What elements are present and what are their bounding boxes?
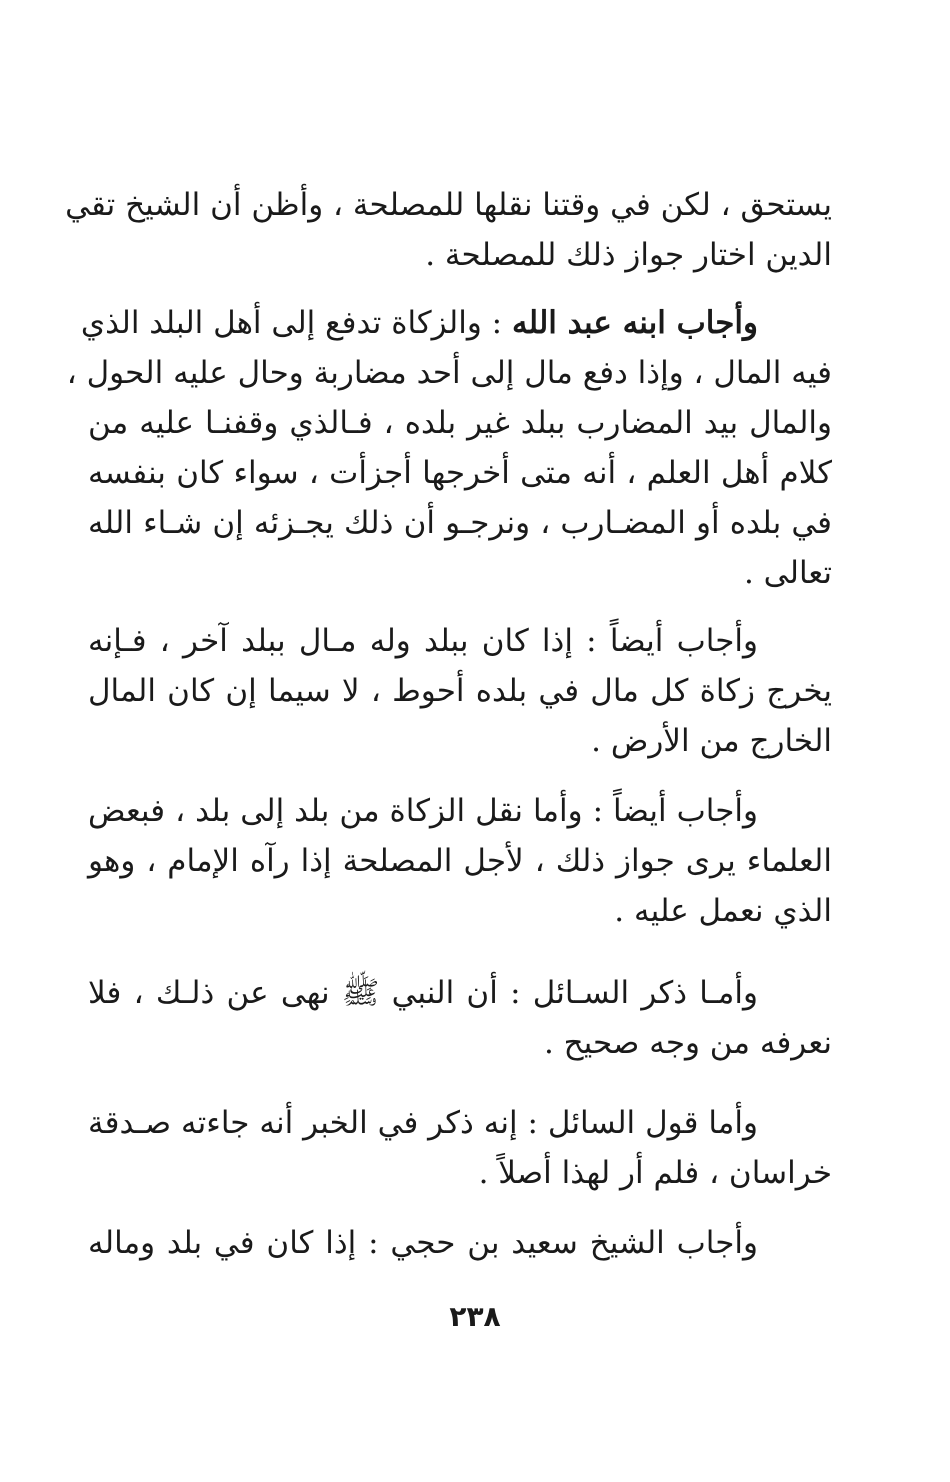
text-line: يستحق ، لكن في وقتنا نقلها للمصلحة ، وأظن أن الشيخ تقي	[65, 187, 832, 223]
paragraph-3	[88, 616, 832, 766]
text-line: وأجاب أيضاً : وأما نقل الزكاة من بلد إلى بلد ، فبعض	[88, 793, 758, 829]
text-line: نعرفه من وجه صحيح .	[543, 1025, 832, 1061]
paragraph-5	[88, 968, 832, 1068]
text-line: والمال بيد المضارب ببلد غير بلده ، فـالذي وقفنـا عليه من	[88, 405, 832, 441]
text-line: الخارج من الأرض .	[591, 723, 832, 759]
text-line: العلماء يرى جواز ذلك ، لأجل المصلحة إذا رآه الإمام ، وهو	[88, 843, 832, 879]
text-line: يخرج زكاة كل مال في بلده أحوط ، لا سيما إن كان المال	[88, 673, 832, 709]
paragraph-2	[66, 298, 832, 598]
text-line: وأجاب أيضاً : إذا كان ببلد وله مـال ببلد آخر ، فـإنه	[88, 623, 758, 659]
paragraph-4	[88, 786, 832, 936]
text-line: الذي نعمل عليه .	[614, 893, 832, 929]
text-line: خراسان ، فلم أر لهذا أصلاً .	[478, 1155, 832, 1191]
text-line: كلام أهل العلم ، أنه متى أخرجها أجزأت ، سواء كان بنفسه	[88, 455, 832, 491]
paragraph-lead: وأجاب ابنه عبد الله	[511, 305, 758, 341]
text-line: فيه المال ، وإذا دفع مال إلى أحد مضاربة وحال عليه الحول ،	[66, 355, 832, 391]
text-line-rest: : والزكاة تدفع إلى أهل البلد الذي	[80, 305, 512, 341]
text-line: في بلده أو المضـارب ، ونرجـو أن ذلك يجـزئه إن شـاء الله	[88, 505, 832, 541]
text-line: وأجاب الشيخ سعيد بن حجي : إذا كان في بلد وماله	[88, 1225, 758, 1261]
text-line	[80, 298, 832, 348]
text-line: وأمـا ذكر السـائل : أن النبي ﷺ نهى عن ذلـك ، فلا	[88, 975, 758, 1011]
paragraph-1	[65, 180, 832, 280]
paragraph-6	[88, 1098, 832, 1198]
page-number: ٢٣٨	[449, 1300, 501, 1333]
text-line: الدين اختار جواز ذلك للمصلحة .	[425, 237, 832, 273]
paragraph-7	[88, 1218, 832, 1268]
text-line: وأما قول السائل : إنه ذكر في الخبر أنه جاءته صـدقة	[88, 1105, 758, 1141]
text-line: تعالى .	[743, 555, 832, 591]
